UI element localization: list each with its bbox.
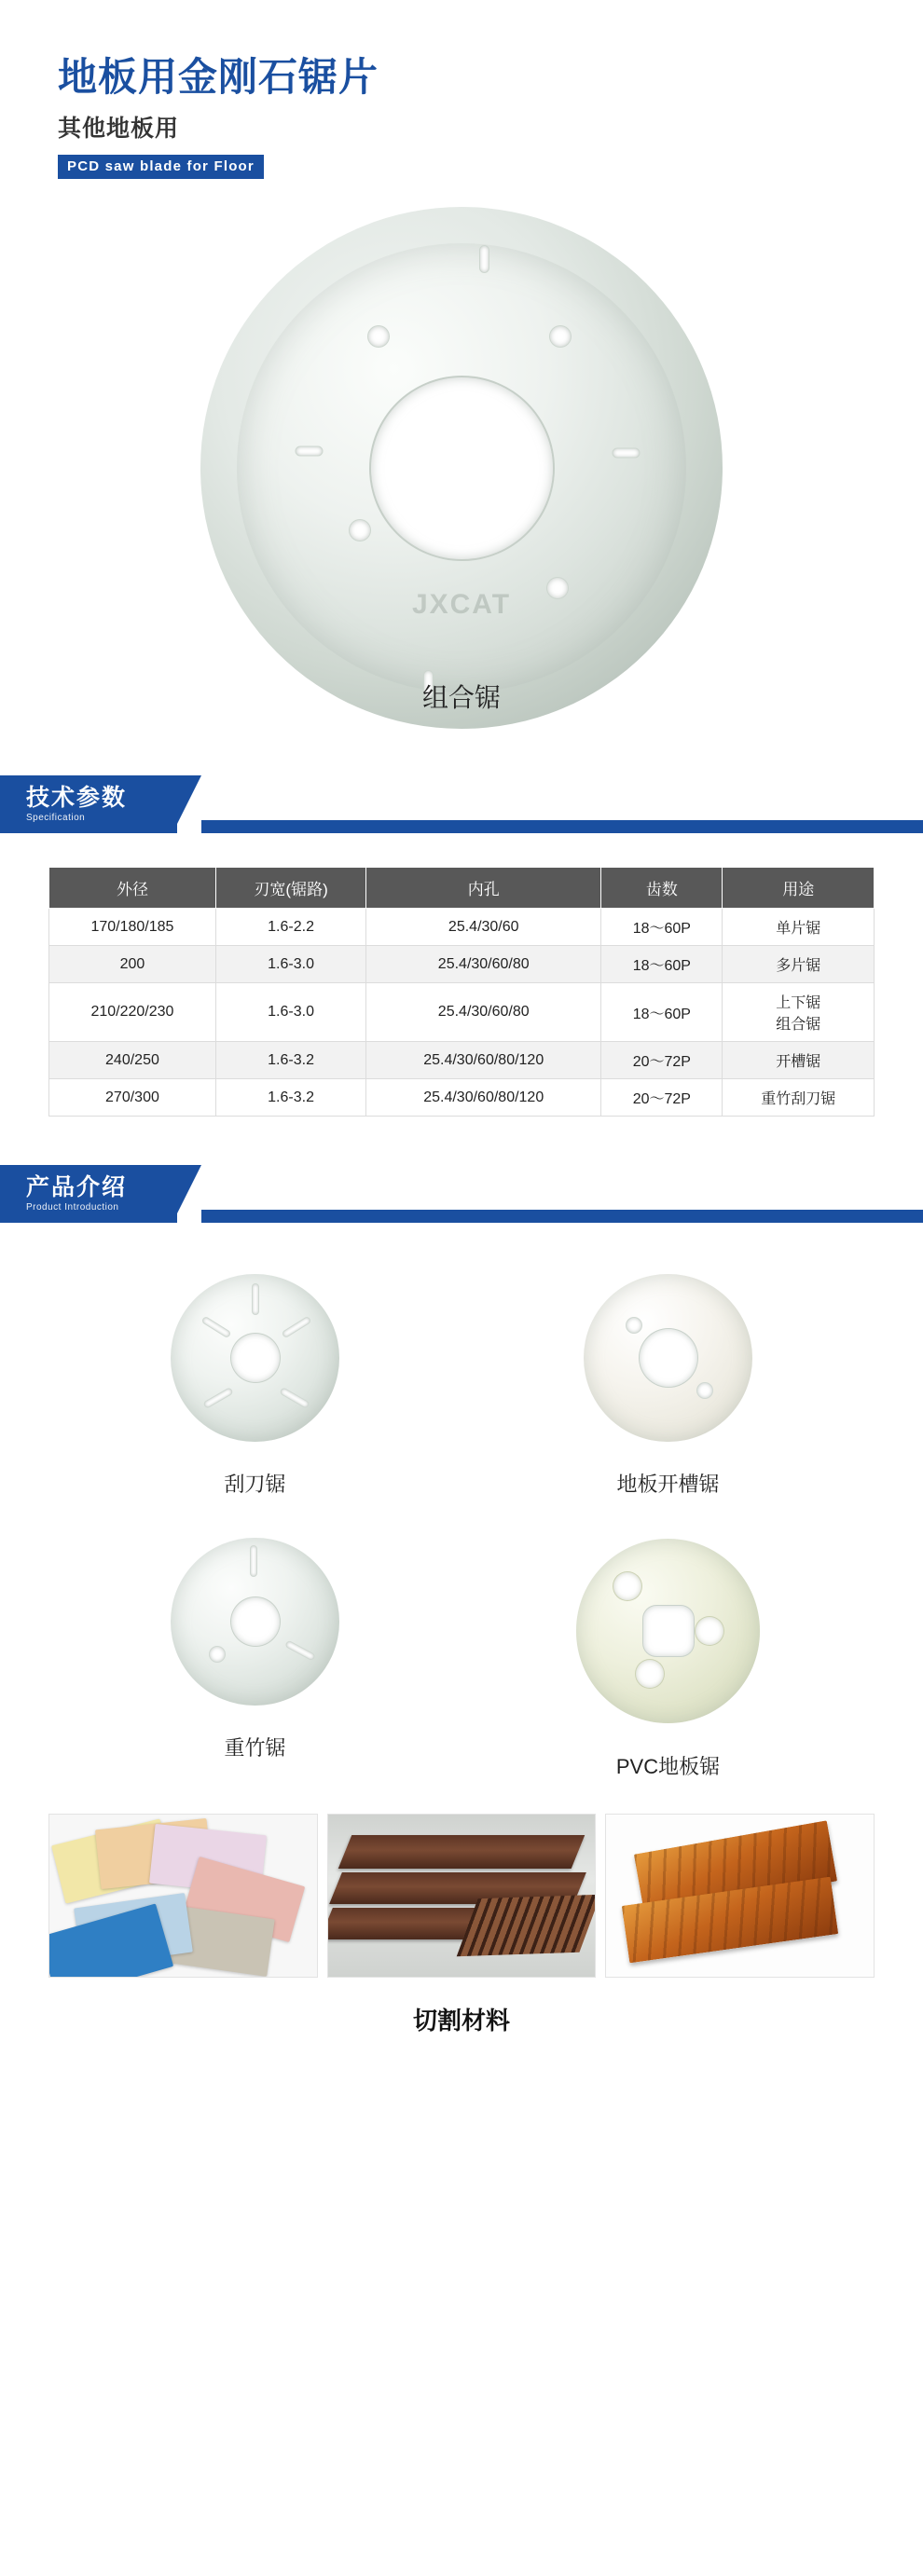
cell-usage: 多片锯 — [723, 946, 875, 983]
page-header — [0, 0, 923, 179]
section-tab — [0, 775, 177, 833]
blade-pin-hole — [697, 1383, 712, 1398]
blade-pin-hole — [210, 1647, 225, 1662]
table-row — [49, 1042, 875, 1079]
cell-kerf-width: 1.6-2.2 — [215, 909, 365, 946]
section-header-specification — [0, 775, 923, 833]
blade-expansion-slot — [253, 1284, 258, 1314]
cell-usage: 重竹刮刀锯 — [723, 1079, 875, 1117]
section-tab — [0, 1165, 177, 1223]
cell-tooth-count: 20～72P — [601, 1079, 723, 1117]
blade-center-bore — [231, 1597, 280, 1646]
cell-bore: 25.4/30/60/80/120 — [366, 1042, 601, 1079]
cell-kerf-width: 1.6-3.0 — [215, 946, 365, 983]
specification-section — [0, 867, 923, 1117]
blade-expansion-slot — [251, 1546, 256, 1576]
cell-bore: 25.4/30/60/80 — [366, 983, 601, 1042]
materials-caption: 切割材料 — [412, 2007, 510, 2035]
table-row — [49, 909, 875, 946]
english-title-badge: PCD saw blade for Floor — [58, 155, 264, 179]
table-row — [49, 1079, 875, 1117]
blade-center-bore — [640, 1329, 697, 1387]
material-photo-wood-flooring — [605, 1814, 875, 1978]
section-bar — [201, 1210, 923, 1223]
blade-center-bore — [371, 377, 553, 559]
product-item-heavy-bamboo-saw — [48, 1524, 462, 1797]
column-header-kerf-width: 刃宽(锯路) — [215, 868, 365, 909]
product-grid — [48, 1260, 875, 1797]
cell-outer-diameter: 210/220/230 — [49, 983, 216, 1042]
product-caption: PVC地板锯 — [615, 1755, 721, 1779]
cell-kerf-width: 1.6-3.0 — [215, 983, 365, 1042]
blade-pin-hole — [368, 326, 389, 347]
scraper-saw-blade-graphic — [158, 1260, 353, 1456]
blade-pin-hole — [547, 578, 568, 598]
bamboo-saw-blade-graphic — [158, 1524, 353, 1720]
product-item-floor-grooving-saw — [462, 1260, 875, 1514]
column-header-usage: 用途 — [723, 868, 875, 909]
wood-scene — [606, 1815, 874, 1977]
table-row — [49, 946, 875, 983]
blade-center-bore — [231, 1334, 280, 1382]
deck-grooves — [456, 1895, 596, 1956]
cell-outer-diameter: 170/180/185 — [49, 909, 216, 946]
cell-bore: 25.4/30/60 — [366, 909, 601, 946]
grooving-saw-blade-graphic — [571, 1260, 766, 1456]
blade-expansion-slot — [613, 449, 640, 458]
cell-kerf-width: 1.6-3.2 — [215, 1079, 365, 1117]
cell-tooth-count: 20～72P — [601, 1042, 723, 1079]
cell-bore: 25.4/30/60/80/120 — [366, 1079, 601, 1117]
hero-caption: 组合锯 — [421, 683, 501, 713]
table-header-row — [49, 868, 875, 909]
blade-hole — [696, 1617, 723, 1645]
material-photo-color-swatches — [48, 1814, 318, 1978]
product-item-scraper-saw — [48, 1260, 462, 1514]
cell-bore: 25.4/30/60/80 — [366, 946, 601, 983]
cell-outer-diameter: 200 — [49, 946, 216, 983]
blade-center-bore — [643, 1606, 694, 1656]
cell-usage: 开槽锯 — [723, 1042, 875, 1079]
decking-scene — [328, 1815, 596, 1977]
section-title: 产品介绍 — [26, 1173, 128, 1200]
product-item-pvc-floor-saw — [462, 1524, 875, 1797]
blade-hole — [636, 1660, 664, 1688]
blade-pin-hole — [627, 1318, 641, 1333]
watermark-text: JXCAT — [411, 589, 512, 621]
blade-pin-hole — [550, 326, 571, 347]
cutting-materials-gallery — [48, 1814, 875, 1978]
column-header-tooth-count: 齿数 — [601, 868, 723, 909]
cell-usage-line: 组合锯 — [776, 1017, 821, 1034]
table-row — [49, 983, 875, 1042]
cell-tooth-count: 18～60P — [601, 909, 723, 946]
blade-expansion-slot — [296, 447, 323, 456]
blade-expansion-slot — [480, 246, 489, 272]
product-caption: 刮刀锯 — [224, 1473, 286, 1497]
hero-product-image — [0, 198, 923, 775]
cell-tooth-count: 18～60P — [601, 983, 723, 1042]
section-header-product-introduction — [0, 1165, 923, 1223]
combination-saw-blade-graphic — [200, 207, 723, 729]
page-title: 地板用金刚石锯片 — [58, 55, 379, 99]
section-subtitle: Product Introduction — [26, 1202, 119, 1213]
pvc-saw-blade-graphic — [561, 1524, 776, 1738]
cell-usage: 单片锯 — [723, 909, 875, 946]
product-caption: 重竹锯 — [224, 1736, 286, 1761]
blade-hole — [613, 1572, 641, 1600]
page-subtitle: 其他地板用 — [58, 116, 180, 143]
section-title: 技术参数 — [26, 784, 128, 811]
column-header-outer-diameter: 外径 — [49, 868, 216, 909]
product-caption: 地板开槽锯 — [616, 1473, 720, 1497]
cell-kerf-width: 1.6-3.2 — [215, 1042, 365, 1079]
column-header-bore: 内孔 — [366, 868, 601, 909]
cell-usage — [723, 983, 875, 1042]
deck-plank — [338, 1835, 585, 1869]
material-photo-bamboo-decking — [327, 1814, 597, 1978]
cell-usage-line: 上下锯 — [776, 995, 821, 1012]
cell-tooth-count: 18～60P — [601, 946, 723, 983]
cell-outer-diameter: 240/250 — [49, 1042, 216, 1079]
section-subtitle: Specification — [26, 813, 86, 824]
blade-pin-hole — [350, 520, 370, 541]
product-introduction-section — [0, 1260, 923, 2074]
section-bar — [201, 820, 923, 833]
specification-table — [48, 867, 875, 1117]
cell-outer-diameter: 270/300 — [49, 1079, 216, 1117]
